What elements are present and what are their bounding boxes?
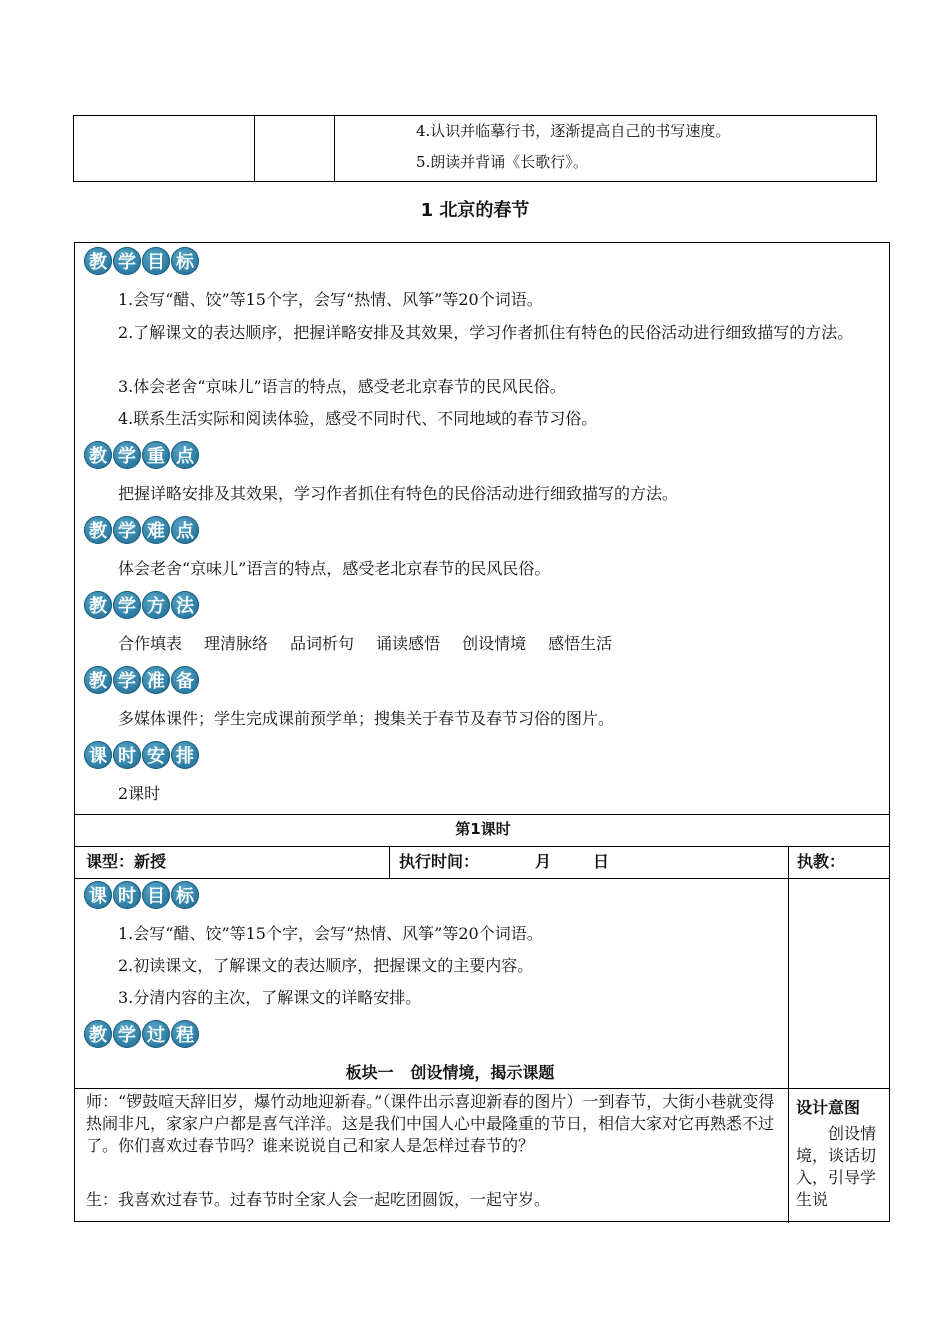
method-item: 品词析句: [290, 634, 355, 653]
goal-item: 4.联系生活实际和阅读体验，感受不同时代、不同地域的春节习俗。: [118, 409, 598, 428]
row-divider: [75, 1088, 889, 1089]
table-divider: [254, 116, 255, 181]
method-item: 诵读感悟: [376, 634, 441, 653]
period-goal-item: 2.初读课文，了解课文的表达顺序，把握课文的主要内容。: [118, 956, 534, 975]
row-divider: [75, 814, 889, 815]
method-item: 感悟生活: [548, 634, 613, 653]
period-goal-item: 1.会写“醋、饺”等15个字，会写“热情、风筝”等20个词语。: [118, 924, 543, 943]
period-goals-badge: 课 时 目 标: [84, 881, 199, 909]
table-line-4: 4.认识并临摹行书，逐渐提高自己的书写速度。: [416, 122, 731, 140]
schedule-badge: 课 时 安 排: [84, 741, 199, 769]
design-intent-title: 设计意图: [796, 1098, 861, 1117]
period-goal-item: 3.分清内容的主次，了解课文的详略安排。: [118, 988, 422, 1007]
row-divider: [75, 846, 889, 847]
previous-table: [73, 115, 877, 182]
teacher-dialogue: 师：“锣鼓喧天辞旧岁，爆竹动地迎新春。”（课件出示喜迎新春的图片）一到春节，大街小巷就变得热闹非凡，家家户户都是喜气洋洋。这是我们中国人心中最隆重的节日，相信大家对它再熟悉不过了。你们喜欢过春节吗？谁来说说自己和家人是怎样过春节的？: [86, 1092, 775, 1155]
row-divider: [75, 878, 889, 879]
goals-badge: 教 学 目 标: [84, 247, 199, 275]
goal-item: 3.体会老舍“京味儿”语言的特点，感受老北京春节的民风民俗。: [118, 377, 566, 396]
period-title: 第1课时: [455, 820, 511, 838]
block-title: 板块一 创设情境，揭示课题: [345, 1063, 555, 1082]
method-item: 理清脉络: [204, 634, 269, 653]
lesson-plan-table: [74, 242, 890, 1222]
goal-item: 2.了解课文的表达顺序，把握详略安排及其效果，学习作者抓住有特色的民俗活动进行细致描写的方法。: [118, 323, 854, 342]
design-intent-text: 创设情境，谈话切入，引导学生说: [796, 1124, 877, 1209]
col-divider: [788, 846, 789, 1223]
lesson-type: 课型：新授: [86, 852, 167, 871]
preparation-badge: 教 学 准 备: [84, 666, 199, 694]
schedule-text: 2课时: [118, 784, 161, 803]
table-line-5: 5.朗读并背诵《长歌行》。: [416, 153, 588, 171]
key-points-text: 把握详略安排及其效果，学习作者抓住有特色的民俗活动进行细致描写的方法。: [118, 484, 679, 503]
method-item: 合作填表: [118, 634, 183, 653]
lesson-title: 1 北京的春节: [420, 200, 530, 221]
key-points-badge: 教 学 重 点: [84, 441, 199, 469]
col-divider: [389, 846, 390, 878]
difficulties-text: 体会老舍“京味儿”语言的特点，感受老北京春节的民风民俗。: [118, 559, 551, 578]
month-label: 月: [535, 852, 552, 871]
execution-time-label: 执行时间：: [399, 852, 480, 871]
methods-list: [118, 631, 878, 657]
teacher-label: 执教：: [797, 852, 846, 871]
process-badge: 教 学 过 程: [84, 1020, 199, 1048]
day-label: 日: [593, 852, 610, 871]
method-item: 创设情境: [462, 634, 527, 653]
methods-badge: 教 学 方 法: [84, 591, 199, 619]
student-dialogue: 生：我喜欢过春节。过春节时全家人会一起吃团圆饭，一起守岁。: [86, 1190, 551, 1209]
goal-item: 1.会写“醋、饺”等15个字，会写“热情、风筝”等20个词语。: [118, 290, 543, 309]
preparation-text: 多媒体课件；学生完成课前预学单；搜集关于春节及春节习俗的图片。: [118, 709, 615, 728]
table-divider: [334, 116, 335, 181]
difficulties-badge: 教 学 难 点: [84, 516, 199, 544]
